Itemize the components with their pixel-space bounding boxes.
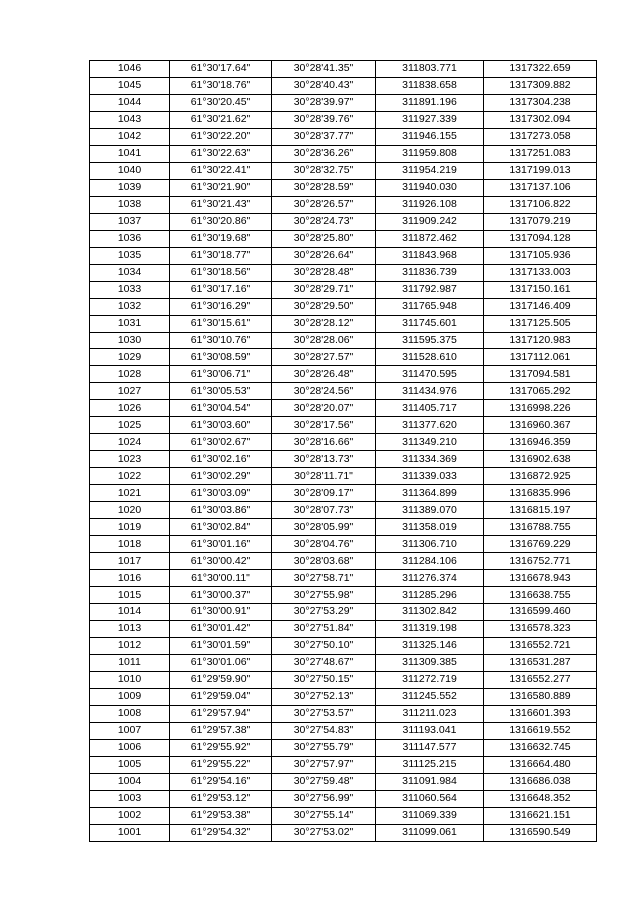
x-coordinate-cell: 311909.242: [376, 213, 484, 230]
table-row: [90, 587, 597, 604]
longitude-cell: 30°27'50.10": [272, 637, 376, 654]
longitude-cell: 30°28'03.68": [272, 553, 376, 570]
table-row: [90, 519, 597, 536]
y-coordinate-cell: 1316946.359: [484, 434, 597, 451]
x-coordinate-cell: 311349.210: [376, 434, 484, 451]
x-coordinate-cell: 311147.577: [376, 739, 484, 756]
table-row: [90, 315, 597, 332]
y-coordinate-cell: 1316590.549: [484, 824, 597, 841]
point-number-cell: 1042: [90, 128, 170, 145]
table-row: [90, 111, 597, 128]
y-coordinate-cell: 1316686.038: [484, 773, 597, 790]
point-number-cell: 1031: [90, 315, 170, 332]
point-number-cell: 1006: [90, 739, 170, 756]
latitude-cell: 61°30'19.68": [170, 230, 272, 247]
table-row: [90, 400, 597, 417]
point-number-cell: 1018: [90, 536, 170, 553]
y-coordinate-cell: 1317309.882: [484, 77, 597, 94]
point-number-cell: 1019: [90, 519, 170, 536]
y-coordinate-cell: 1316872.925: [484, 468, 597, 485]
table-row: [90, 553, 597, 570]
x-coordinate-cell: 311954.219: [376, 162, 484, 179]
latitude-cell: 61°30'22.20": [170, 128, 272, 145]
latitude-cell: 61°30'03.09": [170, 485, 272, 502]
x-coordinate-cell: 311959.808: [376, 145, 484, 162]
y-coordinate-cell: 1317199.013: [484, 162, 597, 179]
longitude-cell: 30°28'27.57": [272, 349, 376, 366]
longitude-cell: 30°27'53.57": [272, 705, 376, 722]
latitude-cell: 61°29'55.22": [170, 756, 272, 773]
latitude-cell: 61°30'03.60": [170, 417, 272, 434]
latitude-cell: 61°30'00.37": [170, 587, 272, 604]
latitude-cell: 61°30'16.29": [170, 298, 272, 315]
latitude-cell: 61°30'18.77": [170, 247, 272, 264]
longitude-cell: 30°28'05.99": [272, 519, 376, 536]
latitude-cell: 61°29'53.38": [170, 807, 272, 824]
longitude-cell: 30°28'24.73": [272, 213, 376, 230]
x-coordinate-cell: 311926.108: [376, 196, 484, 213]
table-row: [90, 722, 597, 739]
x-coordinate-cell: 311595.375: [376, 332, 484, 349]
point-number-cell: 1038: [90, 196, 170, 213]
point-number-cell: 1034: [90, 264, 170, 281]
table-row: [90, 485, 597, 502]
point-number-cell: 1008: [90, 705, 170, 722]
point-number-cell: 1033: [90, 281, 170, 298]
latitude-cell: 61°30'02.67": [170, 434, 272, 451]
table-row: [90, 61, 597, 78]
table-row: [90, 671, 597, 688]
y-coordinate-cell: 1316578.323: [484, 620, 597, 637]
longitude-cell: 30°28'24.56": [272, 383, 376, 400]
latitude-cell: 61°30'01.42": [170, 620, 272, 637]
latitude-cell: 61°30'06.71": [170, 366, 272, 383]
x-coordinate-cell: 311765.948: [376, 298, 484, 315]
x-coordinate-cell: 311069.339: [376, 807, 484, 824]
x-coordinate-cell: 311891.196: [376, 94, 484, 111]
point-number-cell: 1016: [90, 570, 170, 587]
point-number-cell: 1015: [90, 587, 170, 604]
longitude-cell: 30°27'59.48": [272, 773, 376, 790]
longitude-cell: 30°27'55.14": [272, 807, 376, 824]
coordinates-table-body: [90, 61, 597, 842]
longitude-cell: 30°28'20.07": [272, 400, 376, 417]
latitude-cell: 61°30'21.62": [170, 111, 272, 128]
y-coordinate-cell: 1316835.996: [484, 485, 597, 502]
table-row: [90, 128, 597, 145]
x-coordinate-cell: 311193.041: [376, 722, 484, 739]
table-row: [90, 688, 597, 705]
y-coordinate-cell: 1317094.128: [484, 230, 597, 247]
y-coordinate-cell: 1317137.106: [484, 179, 597, 196]
x-coordinate-cell: 311792.987: [376, 281, 484, 298]
latitude-cell: 61°30'22.63": [170, 145, 272, 162]
latitude-cell: 61°30'21.43": [170, 196, 272, 213]
table-row: [90, 637, 597, 654]
latitude-cell: 61°29'57.94": [170, 705, 272, 722]
latitude-cell: 61°29'54.32": [170, 824, 272, 841]
longitude-cell: 30°27'57.97": [272, 756, 376, 773]
x-coordinate-cell: 311060.564: [376, 790, 484, 807]
latitude-cell: 61°30'00.42": [170, 553, 272, 570]
table-row: [90, 145, 597, 162]
table-row: [90, 536, 597, 553]
table-row: [90, 739, 597, 756]
x-coordinate-cell: 311927.339: [376, 111, 484, 128]
longitude-cell: 30°28'11.71": [272, 468, 376, 485]
point-number-cell: 1037: [90, 213, 170, 230]
longitude-cell: 30°28'26.64": [272, 247, 376, 264]
y-coordinate-cell: 1317304.238: [484, 94, 597, 111]
point-number-cell: 1022: [90, 468, 170, 485]
x-coordinate-cell: 311434.976: [376, 383, 484, 400]
latitude-cell: 61°30'01.06": [170, 654, 272, 671]
latitude-cell: 61°30'00.11": [170, 570, 272, 587]
table-row: [90, 417, 597, 434]
table-row: [90, 434, 597, 451]
x-coordinate-cell: 311528.610: [376, 349, 484, 366]
table-row: [90, 230, 597, 247]
x-coordinate-cell: 311309.385: [376, 654, 484, 671]
point-number-cell: 1011: [90, 654, 170, 671]
longitude-cell: 30°27'48.67": [272, 654, 376, 671]
table-row: [90, 654, 597, 671]
longitude-cell: 30°28'28.06": [272, 332, 376, 349]
longitude-cell: 30°28'13.73": [272, 451, 376, 468]
point-number-cell: 1029: [90, 349, 170, 366]
longitude-cell: 30°28'07.73": [272, 502, 376, 519]
longitude-cell: 30°28'25.80": [272, 230, 376, 247]
table-row: [90, 620, 597, 637]
table-row: [90, 604, 597, 621]
longitude-cell: 30°28'41.35": [272, 61, 376, 78]
y-coordinate-cell: 1317322.659: [484, 61, 597, 78]
longitude-cell: 30°28'28.12": [272, 315, 376, 332]
latitude-cell: 61°30'02.29": [170, 468, 272, 485]
x-coordinate-cell: 311358.019: [376, 519, 484, 536]
x-coordinate-cell: 311091.984: [376, 773, 484, 790]
longitude-cell: 30°28'36.26": [272, 145, 376, 162]
table-row: [90, 281, 597, 298]
x-coordinate-cell: 311325.146: [376, 637, 484, 654]
longitude-cell: 30°28'04.76": [272, 536, 376, 553]
table-row: [90, 807, 597, 824]
latitude-cell: 61°30'00.91": [170, 604, 272, 621]
y-coordinate-cell: 1317133.003: [484, 264, 597, 281]
y-coordinate-cell: 1316960.367: [484, 417, 597, 434]
latitude-cell: 61°30'08.59": [170, 349, 272, 366]
point-number-cell: 1005: [90, 756, 170, 773]
point-number-cell: 1009: [90, 688, 170, 705]
y-coordinate-cell: 1317302.094: [484, 111, 597, 128]
x-coordinate-cell: 311272.719: [376, 671, 484, 688]
y-coordinate-cell: 1316902.638: [484, 451, 597, 468]
y-coordinate-cell: 1316552.721: [484, 637, 597, 654]
latitude-cell: 61°30'17.16": [170, 281, 272, 298]
longitude-cell: 30°27'56.99": [272, 790, 376, 807]
x-coordinate-cell: 311319.198: [376, 620, 484, 637]
latitude-cell: 61°30'21.90": [170, 179, 272, 196]
y-coordinate-cell: 1316998.226: [484, 400, 597, 417]
coordinates-table: [89, 60, 597, 842]
table-row: [90, 502, 597, 519]
table-row: [90, 298, 597, 315]
y-coordinate-cell: 1317251.083: [484, 145, 597, 162]
longitude-cell: 30°27'55.79": [272, 739, 376, 756]
point-number-cell: 1025: [90, 417, 170, 434]
y-coordinate-cell: 1316664.480: [484, 756, 597, 773]
longitude-cell: 30°27'53.02": [272, 824, 376, 841]
x-coordinate-cell: 311339.033: [376, 468, 484, 485]
latitude-cell: 61°30'20.45": [170, 94, 272, 111]
y-coordinate-cell: 1317094.581: [484, 366, 597, 383]
y-coordinate-cell: 1316638.755: [484, 587, 597, 604]
y-coordinate-cell: 1317150.161: [484, 281, 597, 298]
point-number-cell: 1012: [90, 637, 170, 654]
y-coordinate-cell: 1317273.058: [484, 128, 597, 145]
longitude-cell: 30°28'40.43": [272, 77, 376, 94]
table-row: [90, 383, 597, 400]
point-number-cell: 1020: [90, 502, 170, 519]
y-coordinate-cell: 1317146.409: [484, 298, 597, 315]
table-row: [90, 824, 597, 841]
y-coordinate-cell: 1317125.505: [484, 315, 597, 332]
x-coordinate-cell: 311306.710: [376, 536, 484, 553]
x-coordinate-cell: 311276.374: [376, 570, 484, 587]
y-coordinate-cell: 1316648.352: [484, 790, 597, 807]
longitude-cell: 30°27'51.84": [272, 620, 376, 637]
latitude-cell: 61°29'59.04": [170, 688, 272, 705]
table-row: [90, 773, 597, 790]
table-row: [90, 756, 597, 773]
x-coordinate-cell: 311245.552: [376, 688, 484, 705]
x-coordinate-cell: 311125.215: [376, 756, 484, 773]
x-coordinate-cell: 311843.968: [376, 247, 484, 264]
point-number-cell: 1045: [90, 77, 170, 94]
latitude-cell: 61°30'02.84": [170, 519, 272, 536]
latitude-cell: 61°30'15.61": [170, 315, 272, 332]
latitude-cell: 61°29'54.16": [170, 773, 272, 790]
x-coordinate-cell: 311364.899: [376, 485, 484, 502]
table-row: [90, 196, 597, 213]
point-number-cell: 1046: [90, 61, 170, 78]
latitude-cell: 61°30'10.76": [170, 332, 272, 349]
longitude-cell: 30°27'55.98": [272, 587, 376, 604]
y-coordinate-cell: 1316552.277: [484, 671, 597, 688]
x-coordinate-cell: 311872.462: [376, 230, 484, 247]
latitude-cell: 61°29'53.12": [170, 790, 272, 807]
latitude-cell: 61°30'02.16": [170, 451, 272, 468]
table-row: [90, 570, 597, 587]
table-row: [90, 790, 597, 807]
y-coordinate-cell: 1316580.889: [484, 688, 597, 705]
x-coordinate-cell: 311405.717: [376, 400, 484, 417]
point-number-cell: 1040: [90, 162, 170, 179]
x-coordinate-cell: 311803.771: [376, 61, 484, 78]
x-coordinate-cell: 311284.106: [376, 553, 484, 570]
x-coordinate-cell: 311377.620: [376, 417, 484, 434]
point-number-cell: 1021: [90, 485, 170, 502]
latitude-cell: 61°30'03.86": [170, 502, 272, 519]
point-number-cell: 1013: [90, 620, 170, 637]
point-number-cell: 1003: [90, 790, 170, 807]
y-coordinate-cell: 1317079.219: [484, 213, 597, 230]
point-number-cell: 1032: [90, 298, 170, 315]
table-row: [90, 332, 597, 349]
x-coordinate-cell: 311836.739: [376, 264, 484, 281]
point-number-cell: 1004: [90, 773, 170, 790]
y-coordinate-cell: 1316769.229: [484, 536, 597, 553]
longitude-cell: 30°28'16.66": [272, 434, 376, 451]
point-number-cell: 1035: [90, 247, 170, 264]
x-coordinate-cell: 311946.155: [376, 128, 484, 145]
longitude-cell: 30°27'50.15": [272, 671, 376, 688]
longitude-cell: 30°28'39.76": [272, 111, 376, 128]
longitude-cell: 30°28'29.71": [272, 281, 376, 298]
x-coordinate-cell: 311838.658: [376, 77, 484, 94]
x-coordinate-cell: 311285.296: [376, 587, 484, 604]
x-coordinate-cell: 311211.023: [376, 705, 484, 722]
longitude-cell: 30°28'17.56": [272, 417, 376, 434]
point-number-cell: 1036: [90, 230, 170, 247]
point-number-cell: 1014: [90, 604, 170, 621]
longitude-cell: 30°27'53.29": [272, 604, 376, 621]
point-number-cell: 1024: [90, 434, 170, 451]
x-coordinate-cell: 311470.595: [376, 366, 484, 383]
y-coordinate-cell: 1317120.983: [484, 332, 597, 349]
point-number-cell: 1002: [90, 807, 170, 824]
table-row: [90, 705, 597, 722]
y-coordinate-cell: 1317106.822: [484, 196, 597, 213]
point-number-cell: 1039: [90, 179, 170, 196]
latitude-cell: 61°30'05.53": [170, 383, 272, 400]
y-coordinate-cell: 1317105.936: [484, 247, 597, 264]
longitude-cell: 30°28'09.17": [272, 485, 376, 502]
y-coordinate-cell: 1316752.771: [484, 553, 597, 570]
x-coordinate-cell: 311389.070: [376, 502, 484, 519]
longitude-cell: 30°28'28.59": [272, 179, 376, 196]
latitude-cell: 61°30'18.76": [170, 77, 272, 94]
table-row: [90, 349, 597, 366]
latitude-cell: 61°30'04.54": [170, 400, 272, 417]
table-row: [90, 162, 597, 179]
table-row: [90, 264, 597, 281]
x-coordinate-cell: 311940.030: [376, 179, 484, 196]
point-number-cell: 1028: [90, 366, 170, 383]
latitude-cell: 61°30'22.41": [170, 162, 272, 179]
longitude-cell: 30°28'39.97": [272, 94, 376, 111]
y-coordinate-cell: 1316599.460: [484, 604, 597, 621]
y-coordinate-cell: 1317065.292: [484, 383, 597, 400]
latitude-cell: 61°30'18.56": [170, 264, 272, 281]
table-row: [90, 77, 597, 94]
longitude-cell: 30°28'26.57": [272, 196, 376, 213]
longitude-cell: 30°28'37.77": [272, 128, 376, 145]
table-row: [90, 247, 597, 264]
longitude-cell: 30°28'26.48": [272, 366, 376, 383]
latitude-cell: 61°30'01.59": [170, 637, 272, 654]
x-coordinate-cell: 311302.842: [376, 604, 484, 621]
latitude-cell: 61°30'20.86": [170, 213, 272, 230]
y-coordinate-cell: 1316619.552: [484, 722, 597, 739]
table-row: [90, 213, 597, 230]
y-coordinate-cell: 1316678.943: [484, 570, 597, 587]
x-coordinate-cell: 311334.369: [376, 451, 484, 468]
longitude-cell: 30°28'28.48": [272, 264, 376, 281]
point-number-cell: 1010: [90, 671, 170, 688]
table-row: [90, 468, 597, 485]
point-number-cell: 1026: [90, 400, 170, 417]
y-coordinate-cell: 1316621.151: [484, 807, 597, 824]
longitude-cell: 30°28'32.75": [272, 162, 376, 179]
table-row: [90, 179, 597, 196]
point-number-cell: 1043: [90, 111, 170, 128]
y-coordinate-cell: 1316601.393: [484, 705, 597, 722]
latitude-cell: 61°29'57.38": [170, 722, 272, 739]
latitude-cell: 61°29'55.92": [170, 739, 272, 756]
y-coordinate-cell: 1317112.061: [484, 349, 597, 366]
x-coordinate-cell: 311745.601: [376, 315, 484, 332]
y-coordinate-cell: 1316531.287: [484, 654, 597, 671]
point-number-cell: 1027: [90, 383, 170, 400]
latitude-cell: 61°30'17.64": [170, 61, 272, 78]
point-number-cell: 1007: [90, 722, 170, 739]
latitude-cell: 61°29'59.90": [170, 671, 272, 688]
y-coordinate-cell: 1316632.745: [484, 739, 597, 756]
y-coordinate-cell: 1316788.755: [484, 519, 597, 536]
point-number-cell: 1023: [90, 451, 170, 468]
table-row: [90, 451, 597, 468]
point-number-cell: 1044: [90, 94, 170, 111]
longitude-cell: 30°28'29.50": [272, 298, 376, 315]
point-number-cell: 1001: [90, 824, 170, 841]
point-number-cell: 1030: [90, 332, 170, 349]
point-number-cell: 1017: [90, 553, 170, 570]
longitude-cell: 30°27'52.13": [272, 688, 376, 705]
longitude-cell: 30°27'54.83": [272, 722, 376, 739]
latitude-cell: 61°30'01.16": [170, 536, 272, 553]
longitude-cell: 30°27'58.71": [272, 570, 376, 587]
x-coordinate-cell: 311099.061: [376, 824, 484, 841]
table-row: [90, 366, 597, 383]
y-coordinate-cell: 1316815.197: [484, 502, 597, 519]
table-row: [90, 94, 597, 111]
point-number-cell: 1041: [90, 145, 170, 162]
